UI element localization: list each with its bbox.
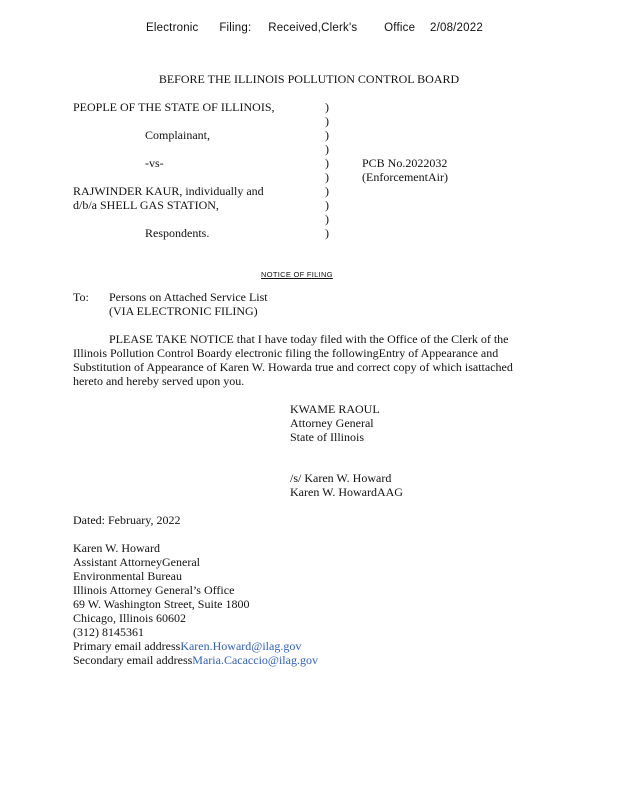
stamp-date: 2/08/2022 [429, 22, 483, 34]
contact-title: Assistant AttorneyGeneral [73, 555, 200, 569]
respondent-role: Respondents. [145, 226, 210, 240]
versus-label: -vs- [145, 156, 164, 170]
caption-paren: ) [325, 170, 329, 184]
body-line-2: Illinois Pollution Control Boardy electronic filing the followingEntry of Appearance and [73, 346, 499, 360]
body-line-1: PLEASE TAKE NOTICE that I have today filed with the Office of the Clerk of the [109, 332, 509, 346]
stamp-label-filing: Filing: [219, 22, 252, 34]
caption-paren: ) [325, 100, 329, 114]
caption-paren: ) [325, 212, 329, 226]
body-line-4: hereto and hereby served upon you. [73, 374, 245, 388]
contact-office: Illinois Attorney General’s Office [73, 583, 235, 597]
board-title: BEFORE THE ILLINOIS POLLUTION CONTROL BOARD [158, 72, 460, 86]
caption-paren: ) [325, 142, 329, 156]
secondary-email-label: Secondary email address [73, 653, 193, 667]
to-method: (VIA ELECTRONIC FILING) [109, 304, 258, 318]
clerk-stamp [146, 21, 483, 35]
complainant-name: PEOPLE OF THE STATE OF ILLINOIS, [73, 100, 275, 114]
complainant-role: Complainant, [145, 128, 210, 142]
caption-paren: ) [325, 128, 329, 142]
signatory-name: KWAME RAOUL [290, 402, 380, 416]
stamp-label-received: Received,Clerk's [268, 22, 358, 34]
to-recipients: Persons on Attached Service List [109, 290, 268, 304]
body-line-3: Substitution of Appearance of Karen W. Howarda true and correct copy of which isattached [73, 360, 513, 374]
caption-paren: ) [325, 198, 329, 212]
primary-email-row [73, 639, 301, 653]
contact-name: Karen W. Howard [73, 541, 160, 555]
signer-name: Karen W. HowardAAG [290, 485, 403, 499]
case-number: PCB No.2022032 [362, 156, 448, 170]
caption-paren: ) [325, 114, 329, 128]
caption-paren: ) [325, 226, 329, 240]
contact-street: 69 W. Washington Street, Suite 1800 [73, 597, 250, 611]
dated-line: Dated: February, 2022 [73, 513, 181, 527]
primary-email-link[interactable]: Karen.Howard@ilag.gov [180, 639, 302, 653]
respondent-line-2: d/b/a SHELL GAS STATION, [73, 198, 219, 212]
caption-paren-column [325, 100, 329, 240]
electronic-signature: /s/ Karen W. Howard [290, 471, 392, 485]
contact-city: Chicago, Illinois 60602 [73, 611, 186, 625]
secondary-email-row [73, 653, 318, 667]
contact-bureau: Environmental Bureau [73, 569, 182, 583]
respondent-line-1: RAJWINDER KAUR, individually and [73, 184, 264, 198]
stamp-label-office: Office [384, 22, 416, 34]
secondary-email-link[interactable]: Maria.Cacaccio@ilag.gov [192, 653, 318, 667]
notice-title: NOTICE OF FILING [261, 270, 333, 279]
signatory-state: State of Illinois [290, 430, 364, 444]
signatory-title: Attorney General [290, 416, 374, 430]
primary-email-label: Primary email address [73, 639, 181, 653]
caption-paren: ) [325, 184, 329, 198]
stamp-label-electronic: Electronic [146, 22, 199, 34]
caption-paren: ) [325, 156, 329, 170]
contact-phone: (312) 8145361 [73, 625, 144, 639]
to-label: To: [73, 290, 89, 304]
case-type: (EnforcementAir) [362, 170, 448, 184]
